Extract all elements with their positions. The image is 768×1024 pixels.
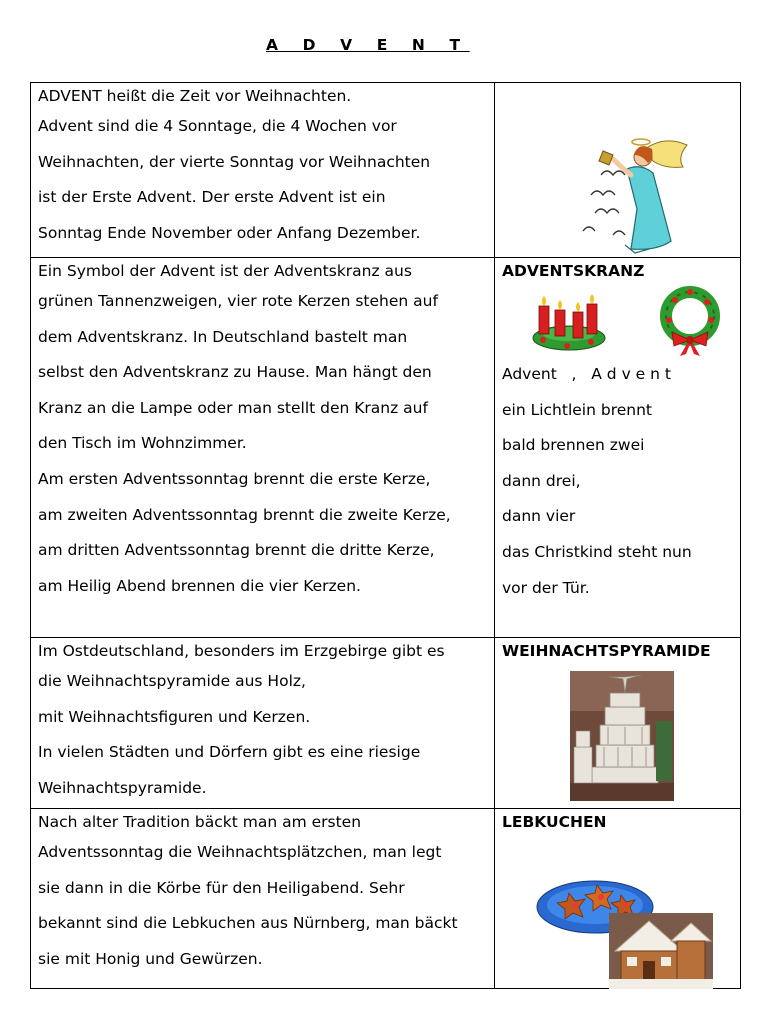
text-cell-weihnachtspyramide bbox=[31, 638, 495, 809]
text-line: bekannt sind die Lebkuchen aus Nürnberg, man bäckt bbox=[38, 914, 458, 933]
text-line: Weihnachtspyramide. bbox=[38, 778, 207, 797]
bell-icon bbox=[599, 151, 613, 165]
poem-line: dann vier bbox=[502, 507, 576, 526]
image-cell-angel bbox=[495, 83, 741, 258]
poem-line: Advent , A d v e n t bbox=[502, 365, 671, 383]
gingerbread-house-photo bbox=[609, 913, 713, 989]
angel-illustration bbox=[573, 135, 703, 257]
sparkle-lines bbox=[583, 171, 625, 235]
text-line: mit Weihnachtsfiguren und Kerzen. bbox=[38, 707, 311, 726]
side-cell-weihnachtspyramide bbox=[495, 638, 741, 809]
table-row-weihnachtspyramide bbox=[31, 638, 741, 809]
advent-wreath-bow-illustration bbox=[653, 286, 727, 358]
text-line: dem Adventskranz. In Deutschland bastelt man bbox=[38, 327, 408, 346]
text-line: am zweiten Adventssonntag brennt die zweite Kerze, bbox=[38, 505, 451, 524]
text-line: ist der Erste Advent. Der erste Advent ist ein bbox=[38, 188, 386, 207]
poem-line: vor der Tür. bbox=[502, 578, 590, 597]
text-line: sie dann in die Körbe für den Heiligabend. Sehr bbox=[38, 878, 405, 897]
text-line: grünen Tannenzweigen, vier rote Kerzen stehen auf bbox=[38, 292, 438, 310]
text-cell-adventskranz bbox=[31, 258, 495, 638]
side-heading: LEBKUCHEN bbox=[502, 813, 607, 831]
table-row-advent bbox=[31, 83, 741, 258]
christmas-pyramid-photo bbox=[570, 671, 674, 801]
text-cell-lebkuchen bbox=[31, 809, 495, 989]
side-cell-lebkuchen bbox=[495, 809, 741, 989]
text-line: Ein Symbol der Advent ist der Adventskranz aus bbox=[38, 262, 412, 280]
side-cell-adventskranz bbox=[495, 258, 741, 638]
advent-wreath-candles-illustration bbox=[529, 288, 609, 354]
text-line: den Tisch im Wohnzimmer. bbox=[38, 434, 247, 453]
table-row-adventskranz bbox=[31, 258, 741, 638]
text-line: am dritten Adventssonntag brennt die dritte Kerze, bbox=[38, 541, 435, 560]
text-line: Kranz an die Lampe oder man stellt den Kranz auf bbox=[38, 398, 428, 417]
text-line: Advent sind die 4 Sonntage, die 4 Wochen vor bbox=[38, 117, 397, 135]
text-line: In vielen Städten und Dörfern gibt es eine riesige bbox=[38, 743, 421, 762]
candle-icon bbox=[555, 300, 565, 336]
text-line: Adventssonntag die Weihnachtsplätzchen, man legt bbox=[38, 843, 442, 861]
table-row-lebkuchen bbox=[31, 809, 741, 989]
candle-icon bbox=[573, 302, 583, 338]
halo-icon bbox=[632, 139, 650, 145]
side-heading: WEIHNACHTSPYRAMIDE bbox=[502, 642, 711, 660]
side-heading: ADVENTSKRANZ bbox=[502, 262, 645, 280]
text-line: sie mit Honig und Gewürzen. bbox=[38, 949, 263, 968]
text-line: Im Ostdeutschland, besonders im Erzgebirge gibt es bbox=[38, 642, 445, 660]
poem-line: das Christkind steht nun bbox=[502, 542, 692, 561]
text-line: die Weihnachtspyramide aus Holz, bbox=[38, 672, 306, 690]
page-title: A D V E N T bbox=[266, 36, 470, 54]
poem-line: ein Lichtlein brennt bbox=[502, 400, 652, 419]
advent-table bbox=[30, 82, 741, 989]
text-line: ADVENT heißt die Zeit vor Weihnachten. bbox=[38, 87, 352, 105]
angel-robe bbox=[627, 167, 671, 250]
poem-line: dann drei, bbox=[502, 471, 581, 490]
text-line: Nach alter Tradition bäckt man am ersten bbox=[38, 813, 362, 831]
text-line: Weihnachten, der vierte Sonntag vor Weihnachten bbox=[38, 152, 431, 171]
candle-icon bbox=[587, 294, 597, 334]
text-line: Sonntag Ende November oder Anfang Dezember. bbox=[38, 223, 421, 242]
poem-line: bald brennen zwei bbox=[502, 436, 645, 455]
text-line: am Heilig Abend brennen die vier Kerzen. bbox=[38, 576, 361, 595]
text-line: selbst den Adventskranz zu Hause. Man hängt den bbox=[38, 363, 432, 382]
candle-icon bbox=[539, 296, 549, 334]
text-line: Am ersten Adventssonntag brennt die erste Kerze, bbox=[38, 469, 431, 488]
text-cell-advent bbox=[31, 83, 495, 258]
advent-poem bbox=[495, 357, 740, 606]
lebkuchen-illustration bbox=[535, 867, 735, 989]
